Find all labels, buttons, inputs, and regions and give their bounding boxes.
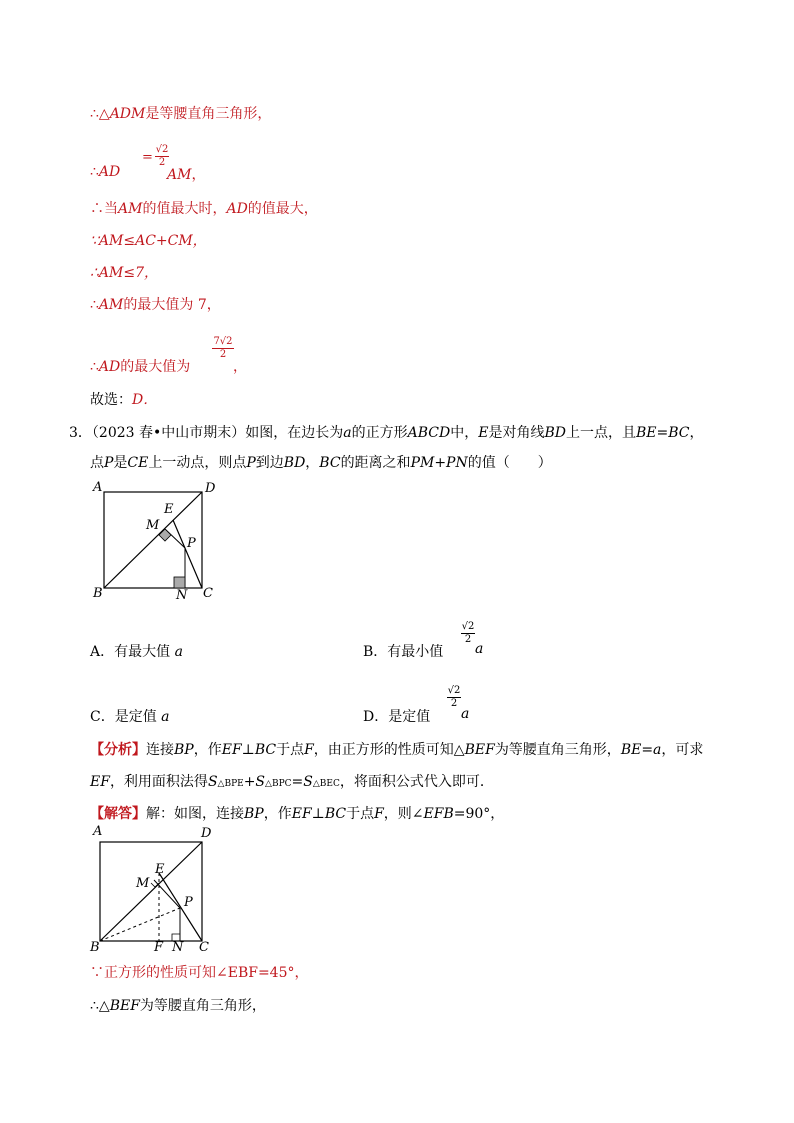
fig1-label-m: M xyxy=(146,518,160,533)
option-b-var: a xyxy=(475,641,484,657)
question-line-1: 3．（2023 春•中山市期末）如图，在边长为a的正方形ABCD中，E是对角线BD上一点，且BE=BC， xyxy=(69,425,704,441)
option-d-fraction: $\frac{√2}{2}$ xyxy=(447,685,461,709)
fig2-label-m: M xyxy=(136,876,150,891)
fig2-label-p: P xyxy=(184,895,193,910)
fig1-label-c: C xyxy=(203,586,213,601)
fig2-label-e: E xyxy=(155,862,165,877)
right-angle-n xyxy=(174,577,185,588)
analysis-line-2: EF，利用面积法得S△BPE+S△BPC=S△BEC，将面积公式代入即可． xyxy=(90,774,494,790)
option-d-var: a xyxy=(461,706,470,722)
proof-line-5: ∴AM≤7， xyxy=(90,265,158,281)
proof-line-2: ∴AD xyxy=(90,164,121,180)
proof-line-4: ∵AM≤AC+CM， xyxy=(90,233,207,249)
fig1-label-d: D xyxy=(205,481,216,496)
fig2-label-d: D xyxy=(201,826,212,841)
proof-line-7-fraction: $\frac{7√2}{2}$ xyxy=(213,336,233,360)
solution-line-1: 【解答】解：如图，连接BP，作EF⊥BC于点F，则∠EFB=90°， xyxy=(90,806,505,822)
fig2-label-a: A xyxy=(93,824,103,839)
analysis-line-1: 【分析】连接BP，作EF⊥BC于点F，由正方形的性质可知△BEF为等腰直角三角形，BE=a，可求 xyxy=(90,742,704,758)
segment-bp-dashed xyxy=(100,908,180,941)
figure-2 xyxy=(90,828,230,958)
proof-line-3: ∴当AM的值最大时，AD的值最大， xyxy=(90,201,318,217)
fig2-label-c: C xyxy=(199,940,209,955)
fig1-label-e: E xyxy=(164,502,174,517)
fig1-label-a: A xyxy=(93,480,103,495)
right-angle-m xyxy=(159,529,171,541)
option-b[interactable]: B．有最小值 xyxy=(363,644,444,660)
option-c[interactable]: C．是定值 a xyxy=(90,709,170,725)
proof-line-2-eq: = xyxy=(142,150,153,165)
solution-line-2: ∵正方形的性质可知∠EBF=45°， xyxy=(90,965,309,981)
question-line-2: 点P是CE上一动点，则点P到边BD，BC的距离之和PM+PN的值（ ） xyxy=(90,455,552,471)
diagonal-bd-2 xyxy=(100,842,202,941)
fig2-label-f: F xyxy=(154,940,164,955)
proof-line-2-tail: AM， xyxy=(167,167,206,183)
proof-line-7: ∴AD的最大值为 xyxy=(90,359,191,375)
solution-line-3: ∴△BEF为等腰直角三角形， xyxy=(90,998,266,1014)
proof-line-2-fraction: $\frac{√2}{2}$ xyxy=(155,144,169,168)
fig1-label-n: N xyxy=(176,588,188,603)
fig1-label-p: P xyxy=(187,536,196,551)
answer-line: 故选：D． xyxy=(90,392,158,408)
fig1-label-b: B xyxy=(93,586,103,601)
option-a[interactable]: A．有最大值 a xyxy=(90,644,183,660)
proof-line-1: ∴△ADM是等腰直角三角形， xyxy=(90,106,272,122)
fig2-label-b: B xyxy=(90,940,100,955)
option-d[interactable]: D．是定值 xyxy=(363,709,431,725)
option-b-fraction: $\frac{√2}{2}$ xyxy=(461,621,475,645)
proof-line-6: ∴AM的最大值为 7， xyxy=(90,297,221,313)
proof-line-7-end: ， xyxy=(233,359,247,375)
fig2-label-n: N xyxy=(172,940,184,955)
